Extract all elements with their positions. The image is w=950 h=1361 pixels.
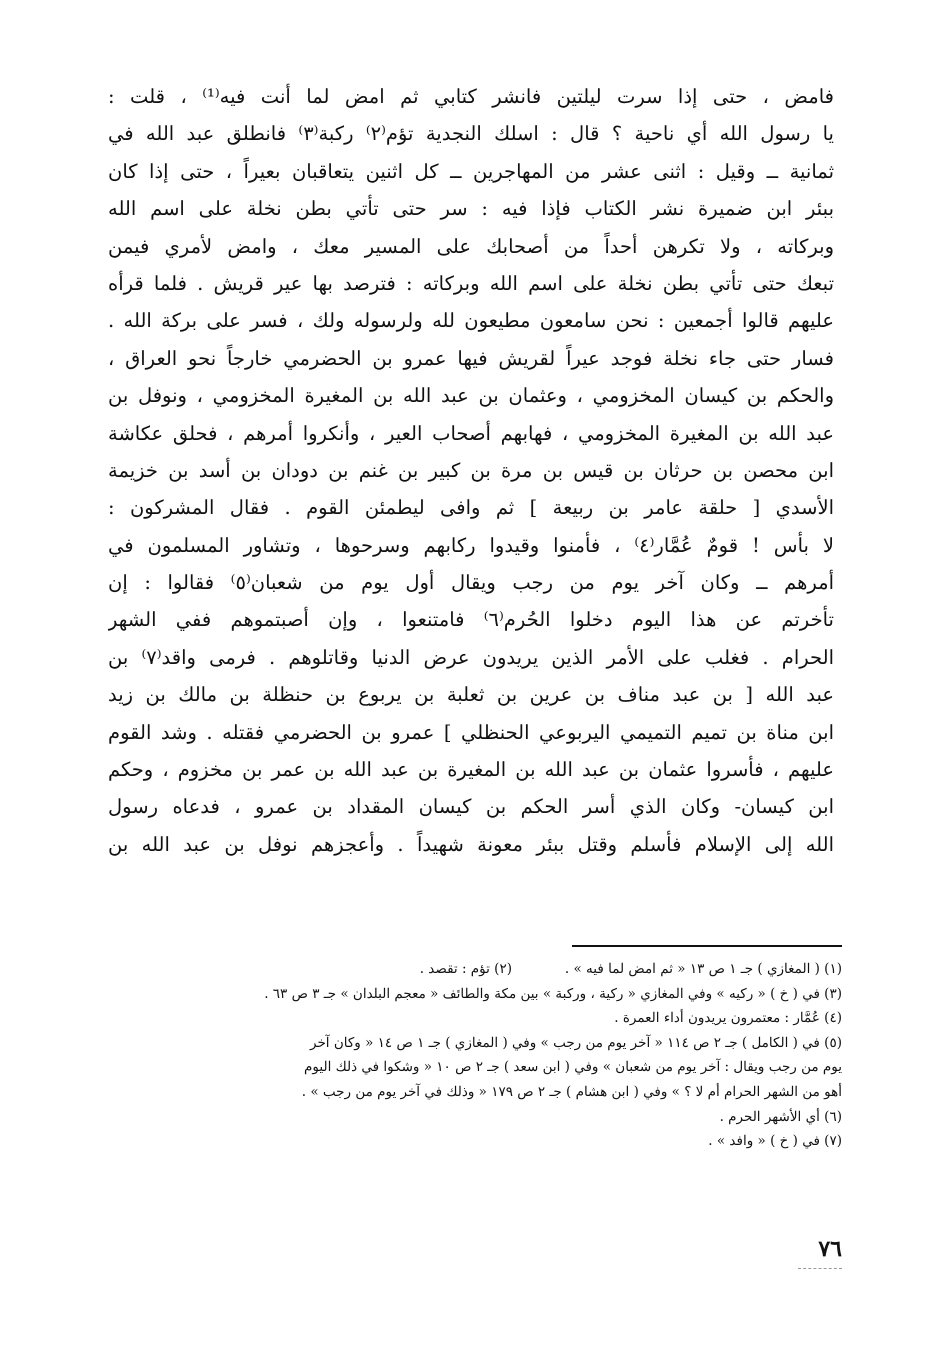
text-line: عليهم ، فأسروا عثمان بن عبد الله بن المغيرة بن عبد الله بن عمر بن مخزوم ، وحكم xyxy=(108,758,834,782)
text-line: الحرام . فغلب على الأمر الذين يريدون عرض الدنيا وقاتلوهم . فرمى واقد⁽٧⁾ بن xyxy=(108,645,834,669)
text-line: ببئر ابن ضميرة نشر الكتاب فإذا فيه : سر حتى تأتي بطن نخلة على اسم الله xyxy=(108,197,834,221)
footnote-5-line: (٥) في ( الكامل ) جـ ٢ ص ١١٤ « آخر يوم من رجب » وفي ( المغازي ) جـ ١ ص ١٤ « وكان آخر xyxy=(310,1034,842,1051)
text-line: والحكم بن كيسان المخزومي ، وعثمان بن عبد الله بن المغيرة المخزومي ، ونوفل بن xyxy=(108,384,834,408)
footnote-7: (٧) في ( خ ) « وافد » . xyxy=(708,1133,842,1150)
text-line: تأخرتم عن هذا اليوم دخلوا الحُرم⁽٦⁾ فامتنعوا ، وإن أصبتموهم ففي الشهر xyxy=(108,608,834,632)
footnote-6: (٦) أي الأشهر الحرم . xyxy=(719,1108,842,1125)
footnote-3: (٣) في ( خ ) « ركيه » وفي المغازي « ركية ، وركبة » بين مكة والطائف « معجم البلدان » جـ ٣ ص ٦٣ . xyxy=(264,985,842,1002)
text-line: الله إلى الإسلام فأسلم وقتل ببئر معونة شهيداً . وأعجزهم نوفل بن عبد الله بن xyxy=(108,832,834,856)
text-line: ثمانية ــ وقيل : اثنى عشر من المهاجرين ــ كل اثنين يتعاقبان بعيراً ، حتى إذا كان xyxy=(108,159,834,183)
text-line: لا بأس ! قومٌ عُمَّار⁽٤⁾ ، فأمنوا وقيدوا ركابهم وسرحوها ، وتشاور المسلمون في xyxy=(108,533,834,557)
footnotes xyxy=(108,957,842,1154)
page-number-underline xyxy=(798,1268,842,1269)
text-line: فامض ، حتى إذا سرت ليلتين فانشر كتابي ثم امض لما أنت فيه⁽¹⁾ ، قلت : xyxy=(108,85,834,108)
text-line: يا رسول الله أي ناحية ؟ قال : اسلك النجدية تؤم⁽٢⁾ ركبة⁽٣⁾ فانطلق عبد الله في xyxy=(108,122,834,146)
footnote-5-line: يوم من رجب ويقال : آخر يوم من شعبان » وفي ( ابن سعد ) جـ ٢ ص ١٠ « وشكوا في ذلك اليوم xyxy=(304,1059,842,1076)
text-line: أمرهم ــ وكان آخر يوم من رجب ويقال أول يوم من شعبان⁽٥⁾ فقالوا : إن xyxy=(108,571,834,595)
text-line: عليهم قالوا أجمعين : نحن سامعون مطيعون لله ولرسوله ولك ، فسر على بركة الله . xyxy=(108,309,834,333)
text-line: ابن محصن بن حرثان بن قيس بن مرة بن كبير بن غنم بن دودان بن أسد بن خزيمة xyxy=(108,458,834,482)
footnote-1: (١) ( المغازي ) جـ ١ ص ١٣ « ثم امض لما فيه » . xyxy=(564,961,842,977)
text-line: عبد الله بن المغيرة المخزومي ، فهابهم أصحاب العير ، وأنكروا أمرهم ، فحلق عكاشة xyxy=(108,421,834,445)
footnote-separator xyxy=(572,945,842,947)
page-number: ٧٦ xyxy=(818,1236,842,1262)
text-line: الأسدي [ حلقة عامر بن ربيعة ] ثم وافى ليطمئن القوم . فقال المشركون : xyxy=(108,496,834,520)
main-text xyxy=(108,78,834,863)
text-line: عبد الله [ بن عبد مناف بن عرين بن ثعلبة بن يربوع بن حنظلة بن مالك بن زيد xyxy=(108,683,834,707)
text-line: وبركاته ، ولا تكرهن أحداً من أصحابك على المسير معك ، وامض لأمري فيمن xyxy=(108,234,834,258)
text-line: ابن مناة بن تميم التميمي اليربوعي الحنظلي ] عمرو بن الحضرمي فقتله . وشد القوم xyxy=(108,720,834,744)
footnote-2: (٢) تؤم : تقصد . xyxy=(419,961,512,977)
footnote-5-line: أهو من الشهر الحرام أم لا ؟ » وفي ( ابن هشام ) جـ ٢ ص ١٧٩ « وذلك في آخر يوم من رجب » . xyxy=(301,1083,842,1100)
text-line: تبعك حتى تأتي بطن نخلة على اسم الله وبركاته : فترصد بها عير قريش . فلما قرأه xyxy=(108,271,834,295)
footnote-4: (٤) عُمَّار : معتمرون يريدون أداء العمرة . xyxy=(614,1010,842,1027)
footnote-row xyxy=(108,957,842,982)
text-line: ابن كيسان- وكان الذي أسر الحكم بن كيسان المقداد بن عمرو ، فدعاه رسول xyxy=(108,795,834,819)
text-line: فسار حتى جاء نخلة فوجد عيراً لقريش فيها عمرو بن الحضرمي خارجاً نحو العراق ، xyxy=(108,346,834,370)
